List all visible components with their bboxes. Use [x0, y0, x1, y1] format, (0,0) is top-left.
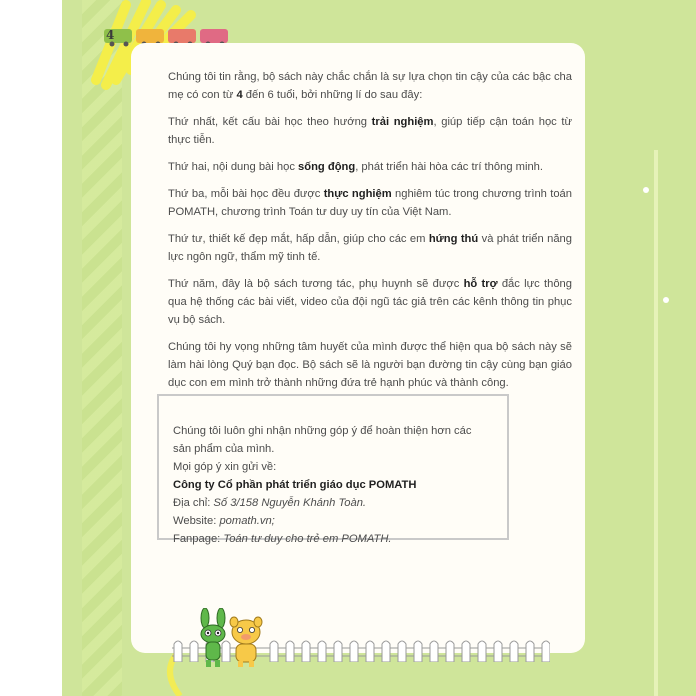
- contact-line: Mọi góp ý xin gửi về:: [173, 461, 277, 473]
- contact-line: sản phẩm của mình.: [173, 443, 275, 455]
- page-number: 4: [106, 28, 115, 42]
- intro-text: [168, 68, 572, 401]
- yellow-pig-mascot-icon: [226, 616, 266, 668]
- website-line: Website: pomath.vn;: [173, 515, 275, 527]
- fanpage-link[interactable]: Toán tư duy cho trẻ em POMATH.: [223, 533, 392, 545]
- paragraph: Thứ ba, mỗi bài học đều được thực nghiệm nghiêm túc trong chương trình toán POMATH, chương trình Toán tư duy uy tín của Việt Nam.: [168, 188, 573, 218]
- right-vine-decoration: [636, 150, 676, 696]
- contact-box: [157, 394, 509, 545]
- paragraph: Thứ nhất, kết cấu bài học theo hướng trải nghiệm, giúp tiếp cận toán học từ thực tiễn.: [168, 116, 572, 146]
- paragraph: Thứ năm, đây là bộ sách tương tác, phụ huynh sẽ được hỗ trợ đắc lực thông qua hệ thống các bài viết, video của đội ngũ tác giả trên các kênh thông tin phục vụ bộ sách.: [168, 278, 572, 326]
- fanpage-line: Fanpage: Toán tư duy cho trẻ em POMATH.: [173, 533, 392, 545]
- paragraph: Thứ hai, nội dung bài học sống động, phát triển hài hòa các trí thông minh.: [168, 161, 544, 173]
- website-link[interactable]: pomath.vn;: [219, 515, 275, 527]
- paragraph: Chúng tôi hy vọng những tâm huyết của mình được thể hiện qua bộ sách này sẽ làm hài lòng Quý bạn đọc. Bộ sách sẽ là người bạn đường tin cậy cùng bạn giáo dục con em mình trở thành những đứa trẻ hạnh phúc và thành công.: [168, 341, 572, 389]
- paragraph: Thứ tư, thiết kế đẹp mắt, hấp dẫn, giúp cho các em hứng thú và phát triển năng lực ngôn ngữ, thẩm mỹ tinh tế.: [168, 233, 572, 263]
- decorative-stripe: [82, 0, 122, 696]
- paragraph: Chúng tôi tin rằng, bộ sách này chắc chắn là sự lựa chọn tin cậy của các bậc cha mẹ có con từ 4 đến 6 tuổi, bởi những lí do sau đây:: [168, 71, 572, 101]
- contact-line: Chúng tôi luôn ghi nhận những góp ý để hoàn thiện hơn các: [173, 425, 472, 437]
- company-name: Công ty Cổ phần phát triển giáo dục POMATH: [173, 479, 417, 491]
- address-line: Địa chỉ: Số 3/158 Nguyễn Khánh Toàn.: [173, 497, 367, 509]
